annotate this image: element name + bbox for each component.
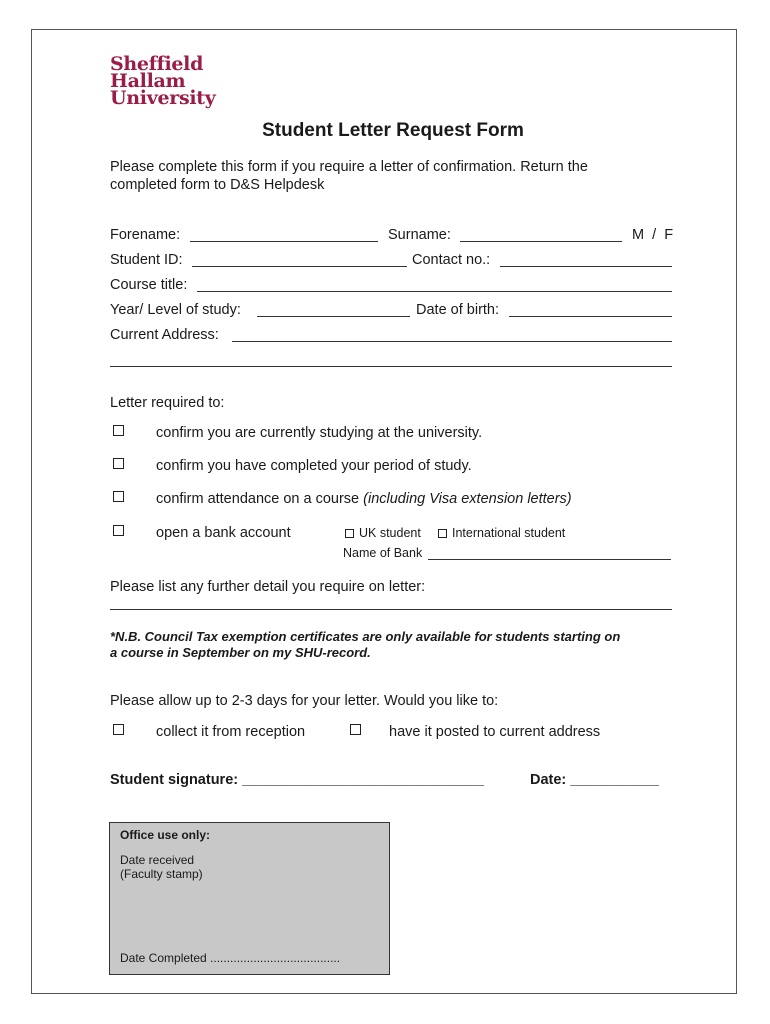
surname-field[interactable]: [460, 241, 622, 242]
university-logo: [110, 53, 216, 109]
intro-line-1: Please complete this form if you require a letter of confirmation. Return the: [110, 159, 588, 175]
office-heading: Office use only:: [120, 828, 211, 842]
year-field[interactable]: [257, 316, 410, 317]
post-label: have it posted to current address: [389, 724, 601, 740]
opt-attendance-note: (including Visa extension letters): [363, 491, 572, 507]
intro-line-2: completed form to D&S Helpdesk: [110, 177, 325, 193]
collect-checkbox[interactable]: [113, 724, 124, 735]
year-label: Year/ Level of study:: [110, 302, 241, 318]
opt-bank-account-label: open a bank account: [156, 525, 291, 541]
opt-completed-study-label: confirm you have completed your period of study.: [156, 458, 472, 474]
office-date-received: Date received: [120, 853, 195, 867]
uk-student-label: UK student: [359, 526, 421, 540]
intl-student-label: International student: [452, 526, 566, 540]
opt-completed-study-checkbox[interactable]: [113, 458, 124, 469]
bank-name-field[interactable]: [428, 559, 671, 560]
dob-label: Date of birth:: [416, 302, 500, 318]
course-label: Course title:: [110, 277, 188, 293]
contact-label: Contact no.:: [412, 252, 491, 268]
post-checkbox[interactable]: [350, 724, 361, 735]
further-detail-label: Please list any further detail you require on letter:: [110, 579, 426, 595]
address-label: Current Address:: [110, 327, 219, 343]
office-use-box: [109, 822, 390, 975]
signature-label[interactable]: Student signature: ______________________________: [110, 772, 485, 788]
opt-currently-studying-checkbox[interactable]: [113, 425, 124, 436]
logo-line-1: Sheffield: [110, 53, 204, 75]
form-title: Student Letter Request Form: [262, 120, 524, 141]
contact-field[interactable]: [500, 266, 672, 267]
forename-label: Forename:: [110, 227, 181, 243]
course-field[interactable]: [197, 291, 672, 292]
signature-date-label[interactable]: Date: ___________: [530, 772, 659, 788]
student-id-field[interactable]: [192, 266, 407, 267]
opt-currently-studying-label: confirm you are currently studying at the university.: [156, 425, 483, 441]
address-field-line-2[interactable]: [110, 366, 672, 367]
forename-field[interactable]: [190, 241, 378, 242]
address-field[interactable]: [232, 341, 672, 342]
opt-bank-account-checkbox[interactable]: [113, 525, 124, 536]
surname-label: Surname:: [388, 227, 451, 243]
office-faculty-stamp: (Faculty stamp): [120, 867, 203, 881]
gender-options[interactable]: M / F: [632, 227, 674, 243]
student-id-label: Student ID:: [110, 252, 183, 268]
note-line-1: *N.B. Council Tax exemption certificates are only available for students starting on: [110, 629, 621, 644]
logo-line-2: Hallam: [110, 70, 186, 92]
note-line-2: a course in September on my SHU-record.: [110, 645, 371, 660]
delivery-prompt: Please allow up to 2-3 days for your letter. Would you like to:: [110, 693, 499, 709]
opt-attendance-checkbox[interactable]: [113, 491, 124, 502]
further-detail-field[interactable]: [110, 609, 672, 610]
collect-label: collect it from reception: [156, 724, 306, 740]
logo-line-3: University: [110, 87, 216, 109]
dob-field[interactable]: [509, 316, 672, 317]
intl-student-checkbox[interactable]: [438, 529, 447, 538]
uk-student-checkbox[interactable]: [345, 529, 354, 538]
opt-attendance-text: confirm attendance on a course: [156, 491, 364, 507]
letter-heading: Letter required to:: [110, 395, 225, 411]
office-date-completed: Date Completed .......................................: [120, 951, 341, 965]
bank-name-label: Name of Bank: [343, 546, 423, 560]
opt-attendance-label: [156, 491, 572, 507]
